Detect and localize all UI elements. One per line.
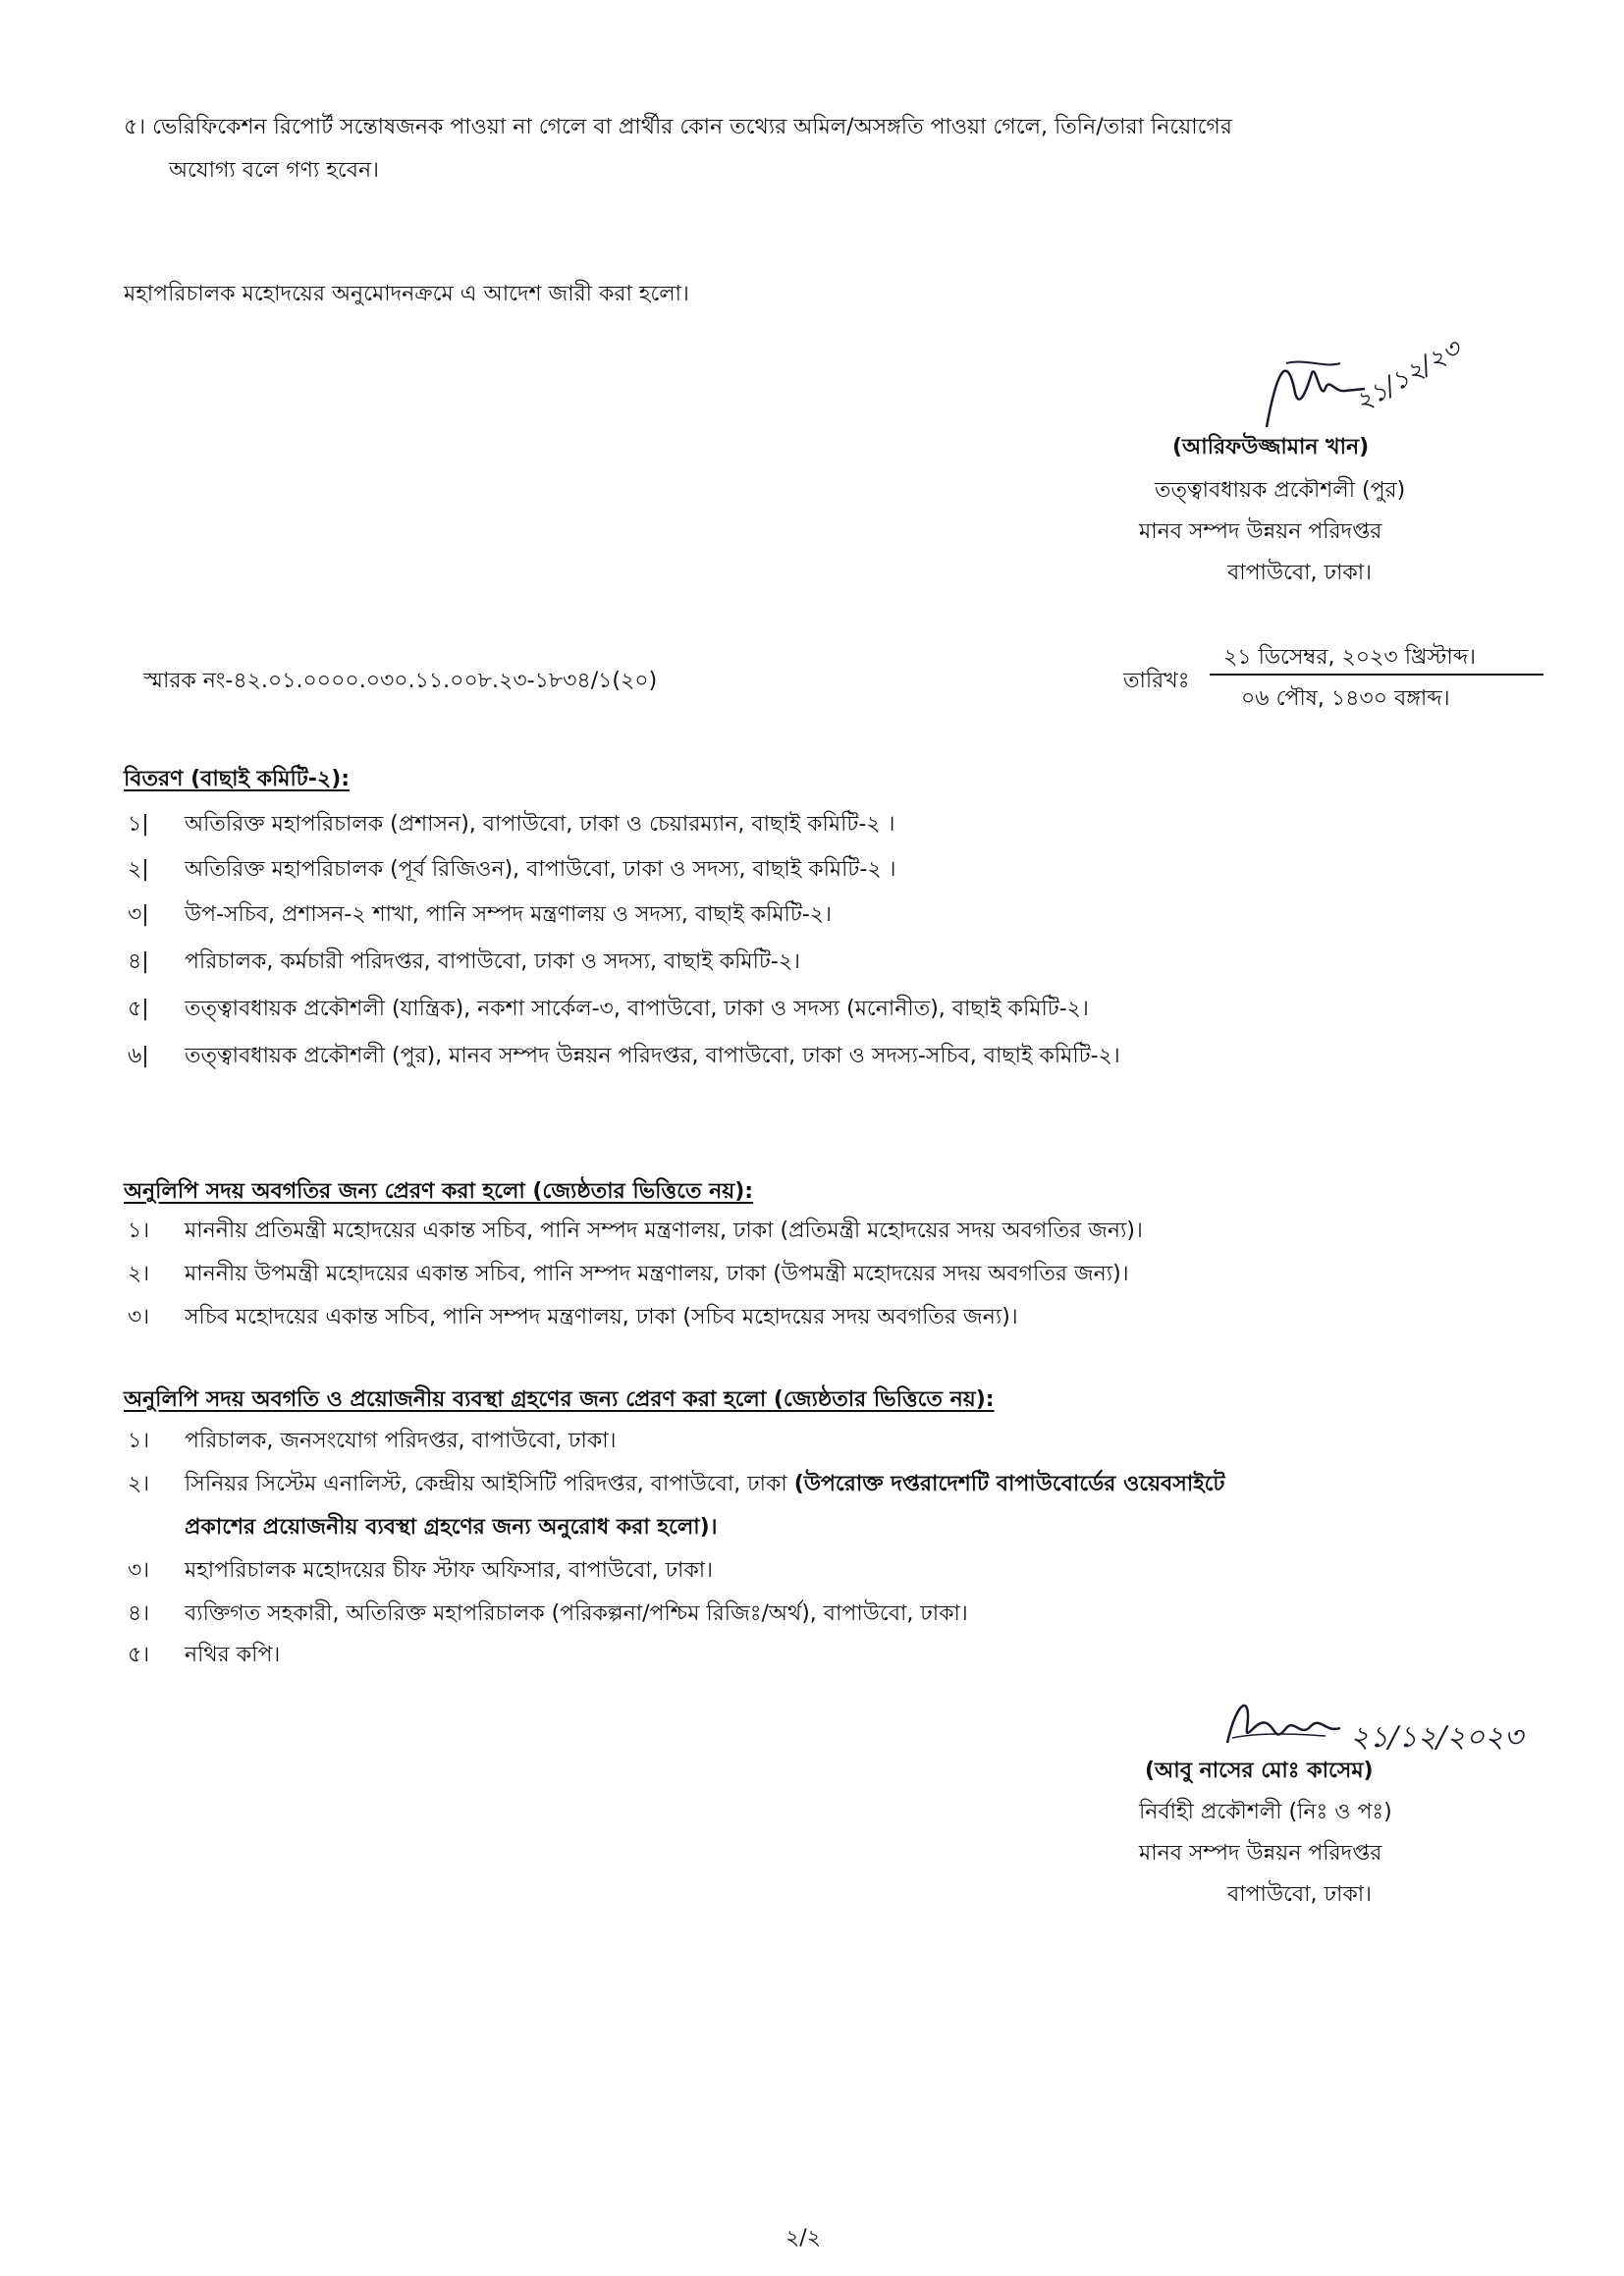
list-item: উপ-সচিব, প্রশাসন-২ শাখা, পানি সম্পদ মন্ত্রণালয় ও সদস্য, বাছাই কমিটি-২। <box>185 902 832 927</box>
list-item-number: ৫| <box>128 997 149 1021</box>
list-item: অতিরিক্ত মহাপরিচালক (পূর্ব রিজিওন), বাপাউবো, ঢাকা ও সদস্য, বাছাই কমিটি-২ । <box>185 857 896 882</box>
copy-1-heading: অনুলিপি সদয় অবগতির জন্য প্রেরণ করা হলো (জ্যেষ্ঠতার ভিত্তিতে নয়): <box>124 1179 754 1204</box>
list-item: সচিব মহোদয়ের একান্ত সচিব, পানি সম্পদ মন্ত্রণালয়, ঢাকা (সচিব মহোদয়ের সদয় অবগতির জন্য)। <box>185 1305 1018 1329</box>
signature-1-date: ২১/১২/২৩ <box>1349 334 1466 418</box>
list-item-number: ২। <box>128 1472 150 1496</box>
list-item: অতিরিক্ত মহাপরিচালক (প্রশাসন), বাপাউবো, ঢাকা ও চেয়ারম্যান, বাছাই কমিটি-২ । <box>185 812 895 837</box>
list-item-bold-note-line2: প্রকাশের প্রয়োজনীয় ব্যবস্থা গ্রহণের জন্য অনুরোধ করা হলো)। <box>185 1515 718 1540</box>
date-divider <box>1210 674 1543 676</box>
signatory-2-org: বাপাউবো, ঢাকা। <box>1227 1882 1372 1907</box>
signatory-2-office: মানব সম্পদ উন্নয়ন পরিদপ্তর <box>1139 1841 1382 1866</box>
list-item: নথির কপি। <box>185 1643 281 1667</box>
list-item-number: ২| <box>128 857 149 882</box>
list-item-number: ১| <box>128 812 149 837</box>
signatory-1-name: (আরিফউজ্জামান খান) <box>1172 435 1370 460</box>
list-item-number: ৪| <box>128 949 149 974</box>
signature-2-date: ২১/১২/২০২৩ <box>1350 1720 1524 1755</box>
list-item-text: সিনিয়র সিস্টেম এনালিস্ট, কেন্দ্রীয় আইসিটি পরিদপ্তর, বাপাউবো, ঢাকা <box>185 1472 787 1496</box>
list-item: পরিচালক, জনসংযোগ পরিদপ্তর, বাপাউবো, ঢাকা। <box>185 1429 617 1453</box>
list-item-number: ৬| <box>128 1044 149 1068</box>
memo-date-label: তারিখঃ <box>1123 669 1190 693</box>
list-item-number: ৫। <box>128 1643 150 1667</box>
list-item-bold-note: (উপরোক্ত দপ্তরাদেশটি বাপাউবোর্ডের ওয়েবসাইটে <box>793 1472 1225 1496</box>
list-item: তত্ত্বাবধায়ক প্রকৌশলী (পুর), মানব সম্পদ উন্নয়ন পরিদপ্তর, বাপাউবো, ঢাকা ও সদস্য-সচিব, বাছাই কমিটি-২। <box>185 1044 1120 1068</box>
list-item: পরিচালক, কর্মচারী পরিদপ্তর, বাপাউবো, ঢাকা ও সদস্য, বাছাই কমিটি-২। <box>185 949 801 974</box>
page-number: ২/২ <box>785 2226 822 2250</box>
list-item <box>185 1467 1224 1503</box>
list-item-number: ৩। <box>128 1305 150 1329</box>
condition-5-line2: অযোগ্য বলে গণ্য হবেন। <box>169 158 379 183</box>
distribution-heading: বিতরণ (বাছাই কমিটি-২): <box>124 767 351 791</box>
list-item: মাননীয় প্রতিমন্ত্রী মহোদয়ের একান্ত সচিব, পানি সম্পদ মন্ত্রণালয়, ঢাকা (প্রতিমন্ত্রী মহোদয়ের সদয় অবগতির জন্য)। <box>185 1219 1143 1243</box>
signatory-1-designation: তত্ত্বাবধায়ক প্রকৌশলী (পুর) <box>1155 478 1406 503</box>
approval-line: মহাপরিচালক মহোদয়ের অনুমোদনক্রমে এ আদেশ জারী করা হলো। <box>124 282 689 306</box>
signatory-1-office: মানব সম্পদ উন্নয়ন পরিদপ্তর <box>1139 519 1382 544</box>
list-item-number: ১। <box>128 1429 150 1453</box>
condition-5-line1: ৫। ভেরিফিকেশন রিপোর্ট সন্তোষজনক পাওয়া না গেলে বা প্রার্থীর কোন তথ্যের অমিল/অসঙ্গতি পাওয়া গেলে, তিনি/তারা নিয়োগের <box>124 115 1232 139</box>
list-item: মহাপরিচালক মহোদয়ের চীফ স্টাফ অফিসার, বাপাউবো, ঢাকা। <box>185 1558 714 1583</box>
memo-reference: স্মারক নং-৪২.০১.০০০০.০৩০.১১.০০৮.২৩-১৮৩৪/১(২০) <box>143 669 658 693</box>
list-item: তত্ত্বাবধায়ক প্রকৌশলী (যান্ত্রিক), নকশা সার্কেল-৩, বাপাউবো, ঢাকা ও সদস্য (মনোনীত), বাছাই কমিটি-২। <box>185 997 1089 1021</box>
signatory-2-designation: নির্বাহী প্রকৌশলী (নিঃ ও পঃ) <box>1139 1800 1392 1824</box>
handwritten-signature-icon <box>1218 1689 1365 1758</box>
memo-date-bangla: ০৬ পৌষ, ১৪৩০ বঙ্গাব্দ। <box>1241 686 1450 711</box>
signatory-1-org: বাপাউবো, ঢাকা। <box>1227 561 1372 585</box>
signatory-2-name: (আবু নাসের মোঃ কাসেম) <box>1145 1759 1374 1783</box>
list-item-number: ৩। <box>128 1558 150 1583</box>
copy-2-heading: অনুলিপি সদয় অবগতি ও প্রয়োজনীয় ব্যবস্থা গ্রহণের জন্য প্রেরণ করা হলো (জ্যেষ্ঠতার ভিত্তিতে নয়): <box>124 1387 995 1412</box>
memo-date-gregorian: ২১ ডিসেম্বর, ২০২৩ খ্রিস্টাব্দ। <box>1223 645 1477 670</box>
signature-2 <box>1218 1689 1365 1763</box>
list-item-number: ২। <box>128 1262 150 1286</box>
list-item: মাননীয় উপমন্ত্রী মহোদয়ের একান্ত সচিব, পানি সম্পদ মন্ত্রণালয়, ঢাকা (উপমন্ত্রী মহোদয়ের সদয় অবগতির জন্য)। <box>185 1262 1129 1286</box>
list-item-number: ১। <box>128 1219 150 1243</box>
list-item: ব্যক্তিগত সহকারী, অতিরিক্ত মহাপরিচালক (পরিকল্পনা/পশ্চিম রিজিঃ/অর্থ), বাপাউবো, ঢাকা। <box>185 1601 968 1626</box>
list-item-number: ৩| <box>128 902 149 927</box>
list-item-number: ৪। <box>128 1601 150 1626</box>
